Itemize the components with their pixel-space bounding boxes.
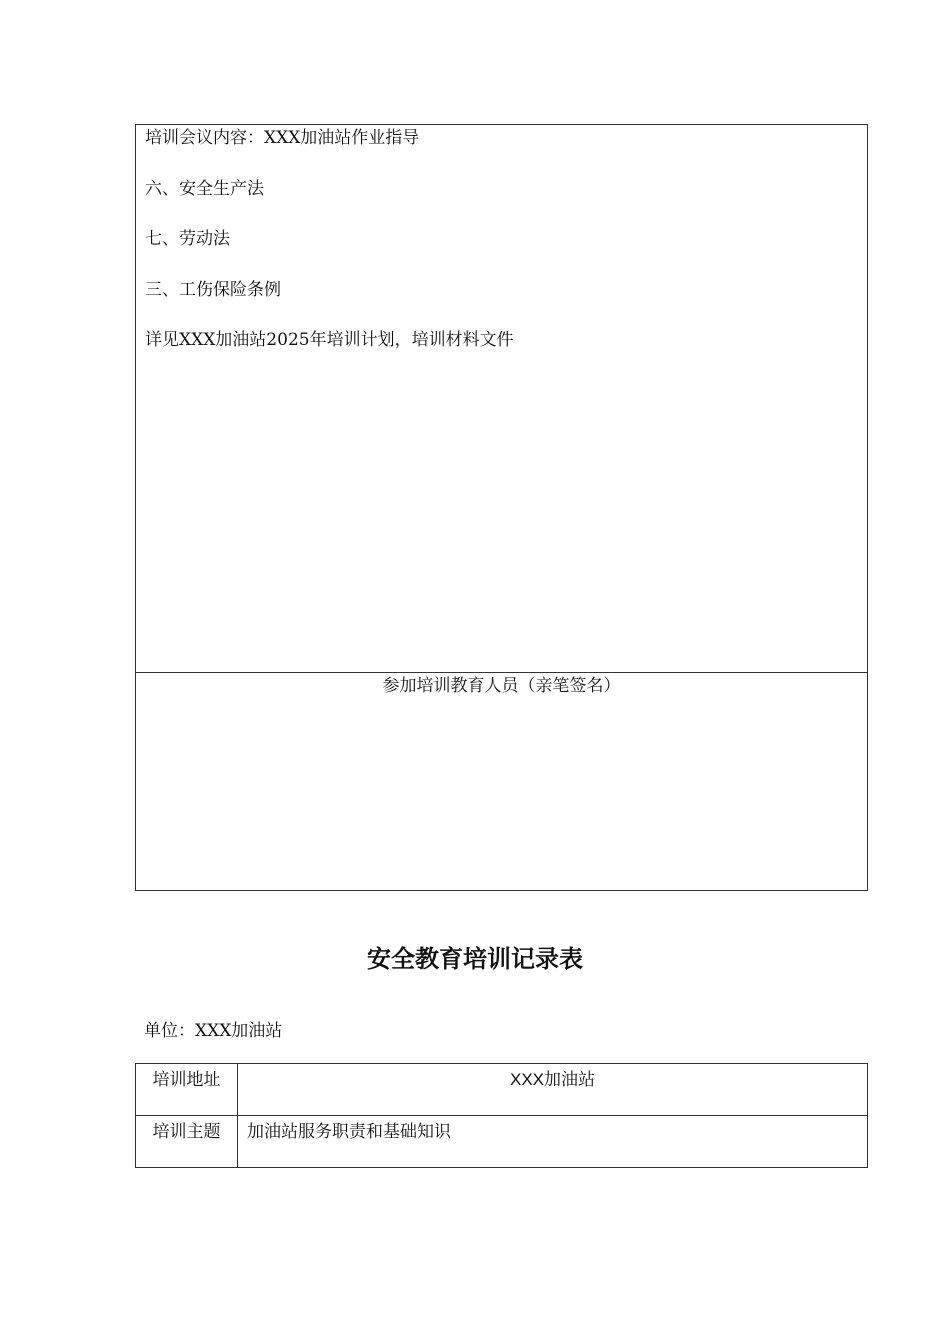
table-row — [136, 1116, 868, 1168]
signature-box[interactable] — [135, 672, 868, 891]
row-label-address: 培训地址 — [136, 1064, 238, 1116]
content-line-injury-insurance: 三、工伤保险条例 — [145, 280, 281, 300]
content-line-safety-law: 六、安全生产法 — [145, 179, 264, 199]
signature-box-title: 参加培训教育人员（亲笔签名） — [382, 676, 621, 696]
training-content-box — [135, 124, 868, 673]
row-value-address[interactable]: XXX加油站 — [238, 1064, 868, 1116]
row-label-topic: 培训主题 — [136, 1116, 238, 1168]
record-table — [135, 1063, 868, 1168]
table-row — [136, 1064, 868, 1116]
row-value-topic[interactable]: 加油站服务职责和基础知识 — [238, 1116, 868, 1168]
record-form-title: 安全教育培训记录表 — [367, 945, 583, 973]
content-line-heading: 培训会议内容：XXX加油站作业指导 — [145, 128, 420, 148]
content-line-plan-reference: 详见XXX加油站2025年培训计划，培训材料文件 — [145, 330, 514, 350]
unit-label: 单位：XXX加油站 — [144, 1021, 283, 1041]
content-line-labor-law: 七、劳动法 — [145, 229, 230, 249]
